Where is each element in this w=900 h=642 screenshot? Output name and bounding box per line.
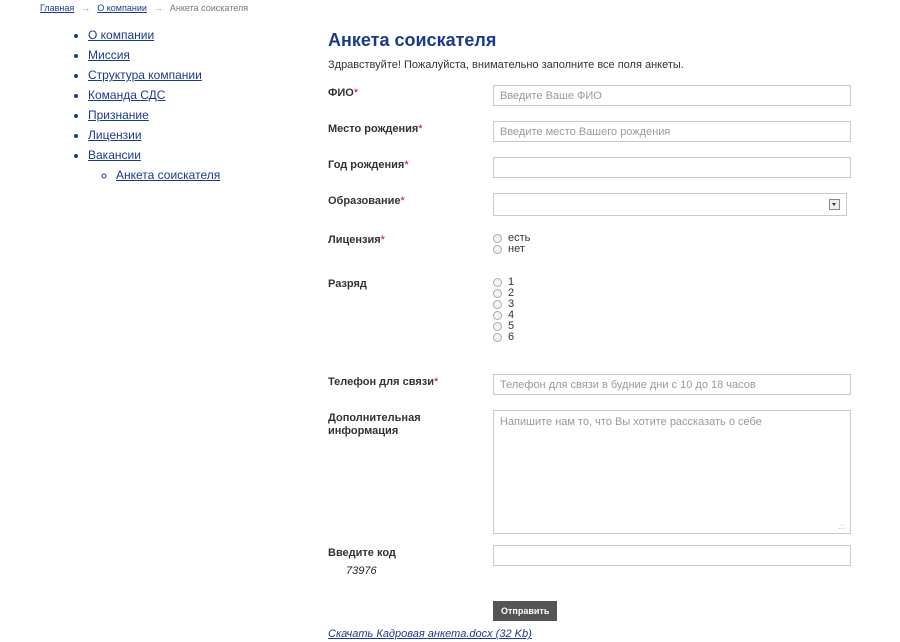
required-mark: * bbox=[404, 159, 409, 171]
license-option-no[interactable]: нет bbox=[493, 244, 530, 255]
birthyear-label: Год рождения* bbox=[328, 159, 409, 171]
grade-option-5[interactable]: 5 bbox=[493, 321, 514, 332]
breadcrumb bbox=[40, 3, 248, 13]
sidebar-link-recognition[interactable]: Признание bbox=[88, 108, 149, 122]
sidebar-item-mission bbox=[88, 48, 276, 62]
phone-label: Телефон для связи* bbox=[328, 376, 439, 388]
applicant-form bbox=[328, 30, 848, 640]
grade-label: Разряд bbox=[328, 278, 367, 290]
phone-input[interactable] bbox=[493, 374, 851, 395]
radio-icon[interactable] bbox=[493, 300, 502, 309]
fio-label: ФИО* bbox=[328, 87, 359, 99]
form-intro: Здравствуйте! Пожалуйста, внимательно заполните все поля анкеты. bbox=[328, 59, 684, 71]
radio-icon[interactable] bbox=[493, 322, 502, 331]
sidebar-item-vacancies bbox=[88, 148, 276, 182]
sidebar-link-licenses[interactable]: Лицензии bbox=[88, 128, 142, 142]
sidebar-subitem-applicant-form bbox=[116, 168, 276, 182]
download-link[interactable]: Скачать Кадровая анкета.docx (32 Kb) bbox=[328, 628, 532, 640]
sidebar-link-structure[interactable]: Структура компании bbox=[88, 68, 202, 82]
required-mark: * bbox=[400, 195, 405, 207]
grade-option-6[interactable]: 6 bbox=[493, 332, 514, 343]
page-title: Анкета соискателя bbox=[328, 30, 497, 50]
breadcrumb-about-link[interactable]: О компании bbox=[97, 3, 147, 13]
license-label: Лицензия* bbox=[328, 234, 385, 246]
fio-input[interactable] bbox=[493, 85, 851, 106]
grade-option-3[interactable]: 3 bbox=[493, 299, 514, 310]
captcha-input[interactable] bbox=[493, 545, 851, 566]
birthyear-input[interactable] bbox=[493, 157, 851, 178]
breadcrumb-separator: → bbox=[153, 3, 163, 13]
education-label: Образование* bbox=[328, 195, 405, 207]
sidebar-item-licenses bbox=[88, 128, 276, 142]
submit-button[interactable]: Отправить bbox=[493, 601, 557, 621]
sidebar-item-recognition bbox=[88, 108, 276, 122]
grade-option-2[interactable]: 2 bbox=[493, 288, 514, 299]
extra-info-label: Дополнительная информация bbox=[328, 412, 421, 437]
grade-option-1[interactable]: 1 bbox=[493, 277, 514, 288]
sidebar-item-team bbox=[88, 88, 276, 102]
sidebar-item-structure bbox=[88, 68, 276, 82]
extra-info-textarea[interactable] bbox=[493, 410, 851, 534]
birthplace-label: Место рождения* bbox=[328, 123, 423, 135]
chevron-down-icon[interactable] bbox=[829, 199, 840, 210]
sidebar-item-about bbox=[88, 28, 276, 42]
sidebar-nav bbox=[76, 28, 276, 188]
captcha-label: Введите код bbox=[328, 547, 396, 559]
radio-icon[interactable] bbox=[493, 234, 502, 243]
sidebar-link-team[interactable]: Команда СДС bbox=[88, 88, 166, 102]
breadcrumb-separator: → bbox=[81, 3, 91, 13]
sidebar-link-vacancies[interactable]: Вакансии bbox=[88, 148, 141, 162]
required-mark: * bbox=[353, 87, 359, 99]
breadcrumb-home-link[interactable]: Главная bbox=[40, 3, 75, 13]
radio-icon[interactable] bbox=[493, 245, 502, 254]
sidebar-link-mission[interactable]: Миссия bbox=[88, 48, 130, 62]
sidebar-link-applicant-form[interactable]: Анкета соискателя bbox=[116, 168, 221, 182]
radio-icon[interactable] bbox=[493, 289, 502, 298]
required-mark: * bbox=[380, 234, 385, 246]
birthplace-input[interactable] bbox=[493, 121, 851, 142]
captcha-code: 73976 bbox=[346, 565, 377, 577]
radio-icon[interactable] bbox=[493, 333, 502, 342]
grade-option-4[interactable]: 4 bbox=[493, 310, 514, 321]
radio-icon[interactable] bbox=[493, 311, 502, 320]
radio-icon[interactable] bbox=[493, 278, 502, 287]
sidebar-link-about[interactable]: О компании bbox=[88, 28, 155, 42]
education-select[interactable] bbox=[493, 193, 847, 216]
required-mark: * bbox=[418, 123, 423, 135]
license-option-yes[interactable]: есть bbox=[493, 233, 530, 244]
required-mark: * bbox=[433, 376, 439, 388]
breadcrumb-current: Анкета соискателя bbox=[169, 3, 249, 13]
resize-grip-icon[interactable]: .:: bbox=[838, 522, 845, 531]
